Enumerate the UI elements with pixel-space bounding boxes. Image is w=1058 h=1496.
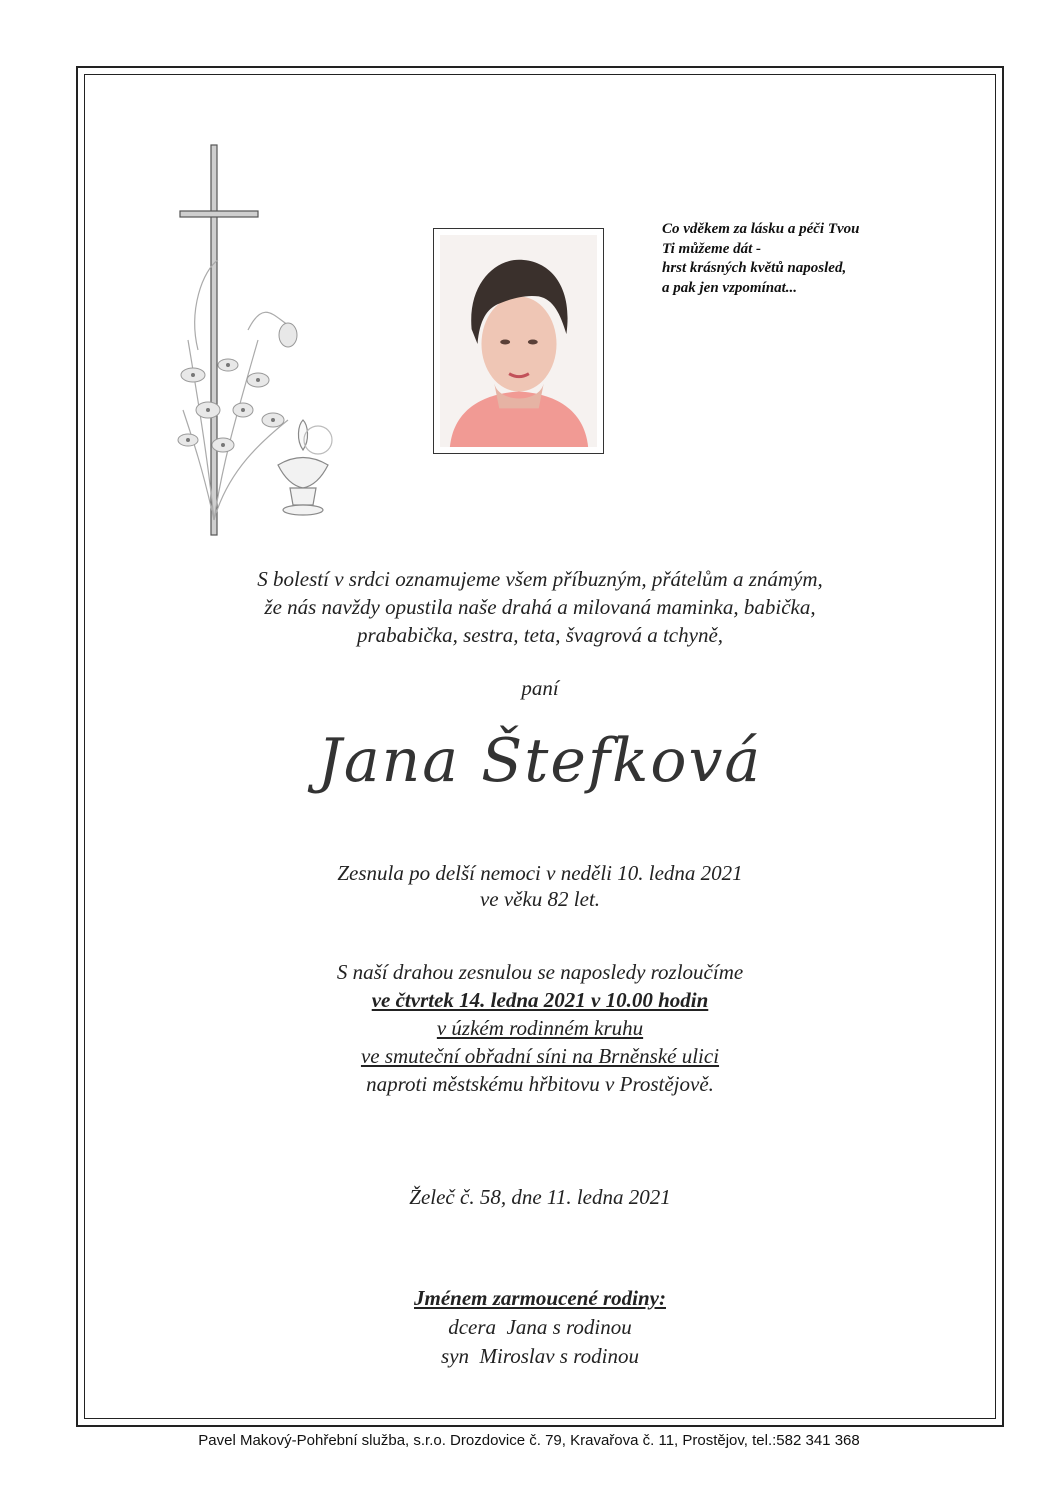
death-info — [90, 860, 990, 912]
funeral-intro: S naší drahou zesnulou se naposledy rozloučíme — [336, 960, 744, 984]
honorific: paní — [521, 676, 559, 700]
memorial-poem — [662, 220, 962, 298]
announcement-line: S bolestí v srdci oznamujeme všem příbuzným, přátelům a známým, — [257, 567, 823, 591]
family-member: syn Miroslav s rodinou — [441, 1344, 639, 1368]
poem-line: Co vděkem za lásku a péči Tvou — [662, 221, 860, 237]
family-heading: Jménem zarmoucené rodiny: — [414, 1286, 666, 1310]
family-signature — [90, 1284, 990, 1371]
funeral-service-footer: Pavel Makový-Pohřební služba, s.r.o. Drozdovice č. 79, Kravařova č. 11, Prostějov, tel.:582 341 368 — [198, 1432, 860, 1449]
funeral-info — [90, 958, 990, 1098]
funeral-venue: ve smuteční obřadní síni na Brněnské ulici — [360, 1044, 720, 1068]
poem-line: Ti můžeme dát - — [662, 240, 762, 257]
death-date: Zesnula po delší nemoci v neděli 10. ledna 2021 — [337, 861, 743, 885]
funeral-datetime: ve čtvrtek 14. ledna 2021 v 10.00 hodin — [371, 988, 709, 1012]
announcement-text — [90, 565, 990, 649]
death-age: ve věku 82 let. — [479, 887, 601, 911]
funeral-circle: v úzkém rodinném kruhu — [436, 1016, 644, 1040]
deceased-name: Jana Štefková — [317, 726, 763, 796]
poem-line: a pak jen vzpomínat... — [662, 279, 798, 296]
announcement-line: že nás navždy opustila naše drahá a milovaná maminka, babička, — [264, 595, 816, 619]
poem-line: hrst krásných květů naposled, — [662, 260, 847, 276]
portrait-photo — [433, 228, 604, 454]
place-and-date: Želeč č. 58, dne 11. ledna 2021 — [409, 1185, 671, 1209]
announcement-line: prababička, sestra, teta, švagrová a tchyně, — [356, 623, 724, 647]
family-member: dcera Jana s rodinou — [448, 1315, 632, 1339]
funeral-location: naproti městskému hřbitovu v Prostějově. — [366, 1072, 714, 1096]
cross-with-flowers-icon — [168, 140, 338, 540]
